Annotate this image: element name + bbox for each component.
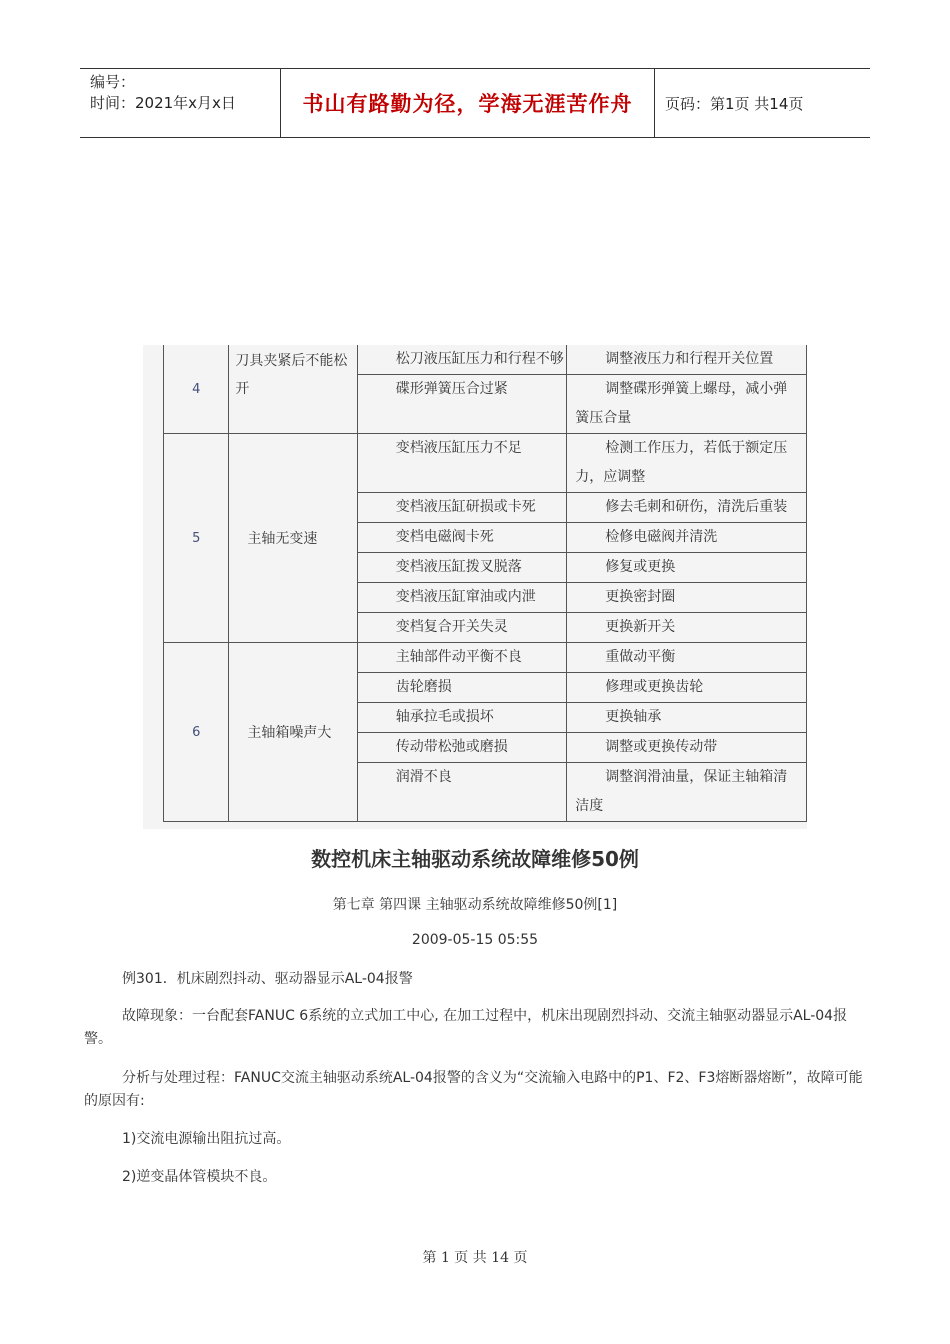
fix-cell xyxy=(567,583,807,613)
fix-cell xyxy=(567,763,807,822)
article-date: 2009-05-15 05:55 xyxy=(411,932,539,948)
fix-text: 检测工作压力，若低于额定压 xyxy=(605,440,788,456)
fix-text: 调整润滑油量，保证主轴箱清 xyxy=(605,769,788,785)
fix-text: 重做动平衡 xyxy=(605,649,676,665)
symptom-cell xyxy=(229,345,357,434)
fix-text: 调整碟形弹簧上螺母，减小弹 xyxy=(605,381,788,397)
fix-text: 簧压合量 xyxy=(575,410,632,426)
cause-cell: 变档电磁阀卡死 xyxy=(357,523,567,553)
row-number: 6 xyxy=(164,643,229,822)
paragraph: 2)逆变晶体管模块不良。 xyxy=(122,1169,277,1185)
fix-cell xyxy=(567,613,807,643)
article-title: 数控机床主轴驱动系统故障维修50例 xyxy=(311,847,639,871)
fix-text: 更换轴承 xyxy=(605,709,662,725)
fix-text: 洁度 xyxy=(575,798,604,814)
fault-table-image xyxy=(143,345,807,829)
cause-cell: 齿轮磨损 xyxy=(357,673,567,703)
fix-cell xyxy=(567,553,807,583)
row-number: 5 xyxy=(164,434,229,643)
code-label: 编号： xyxy=(90,73,136,91)
fix-cell xyxy=(567,434,807,493)
fix-text: 力，应调整 xyxy=(575,469,646,485)
fix-text: 调整或更换传动带 xyxy=(605,739,718,755)
fix-text: 修复或更换 xyxy=(605,559,676,575)
row-number: 4 xyxy=(164,345,229,434)
fix-cell xyxy=(567,673,807,703)
fix-cell xyxy=(567,375,807,434)
cause-cell: 润滑不良 xyxy=(357,763,567,822)
fix-cell xyxy=(567,643,807,673)
page-info: 页码：第1页 共14页 xyxy=(665,94,804,113)
cause-cell: 变档液压缸研损或卡死 xyxy=(357,493,567,523)
document-header xyxy=(80,68,870,138)
fix-cell xyxy=(567,733,807,763)
cause-cell: 松刀液压缸压力和行程不够 xyxy=(357,345,567,375)
paragraph: 1)交流电源输出阻抗过高。 xyxy=(122,1131,291,1147)
cause-cell: 碟形弹簧压合过紧 xyxy=(357,375,567,434)
cause-cell: 变档液压缸拨叉脱落 xyxy=(357,553,567,583)
page-footer: 第 1 页 共 14 页 xyxy=(422,1250,528,1266)
table-row xyxy=(164,345,807,375)
fix-cell xyxy=(567,345,807,375)
symptom-cell: 主轴箱噪声大 xyxy=(229,643,357,822)
time-label: 时间：2021年x月x日 xyxy=(90,94,236,112)
fix-text: 更换密封圈 xyxy=(605,589,676,605)
fix-text: 检修电磁阀并清洗 xyxy=(605,529,718,545)
table-row xyxy=(164,643,807,673)
cause-cell: 主轴部件动平衡不良 xyxy=(357,643,567,673)
cause-cell: 变档液压缸压力不足 xyxy=(357,434,567,493)
paragraph: 故障现象：一台配套FANUC 6系统的立式加工中心, 在加工过程中，机床出现剧烈抖动、交流主轴驱动器显示AL-04报警。 xyxy=(84,1008,848,1047)
cause-cell: 变档复合开关失灵 xyxy=(357,613,567,643)
fix-text: 修去毛刺和研伤，清洗后重装 xyxy=(605,499,788,515)
motto: 书山有路勤为径，学海无涯苦作舟 xyxy=(281,69,655,137)
fix-cell xyxy=(567,493,807,523)
header-meta xyxy=(80,69,281,137)
fix-cell xyxy=(567,703,807,733)
fix-text: 调整液压力和行程开关位置 xyxy=(605,351,774,367)
fix-text: 修理或更换齿轮 xyxy=(605,679,704,695)
cause-cell: 传动带松弛或磨损 xyxy=(357,733,567,763)
fix-text: 更换新开关 xyxy=(605,619,676,635)
fault-table xyxy=(163,345,807,822)
paragraph: 例301．机床剧烈抖动、驱动器显示AL-04报警 xyxy=(122,971,413,987)
symptom-cell: 主轴无变速 xyxy=(229,434,357,643)
table-row xyxy=(164,434,807,493)
cause-cell: 轴承拉毛或损坏 xyxy=(357,703,567,733)
article-subtitle: 第七章 第四课 主轴驱动系统故障维修50例[1] xyxy=(332,897,618,913)
paragraph: 分析与处理过程：FANUC交流主轴驱动系统AL-04报警的含义为“交流输入电路中的P1、F2、F3熔断器熔断”，故障可能的原因有: xyxy=(84,1070,863,1109)
fix-cell xyxy=(567,523,807,553)
cause-cell: 变档液压缸窜油或内泄 xyxy=(357,583,567,613)
symptom-text: 刀具夹紧后不能松开 xyxy=(235,353,348,397)
